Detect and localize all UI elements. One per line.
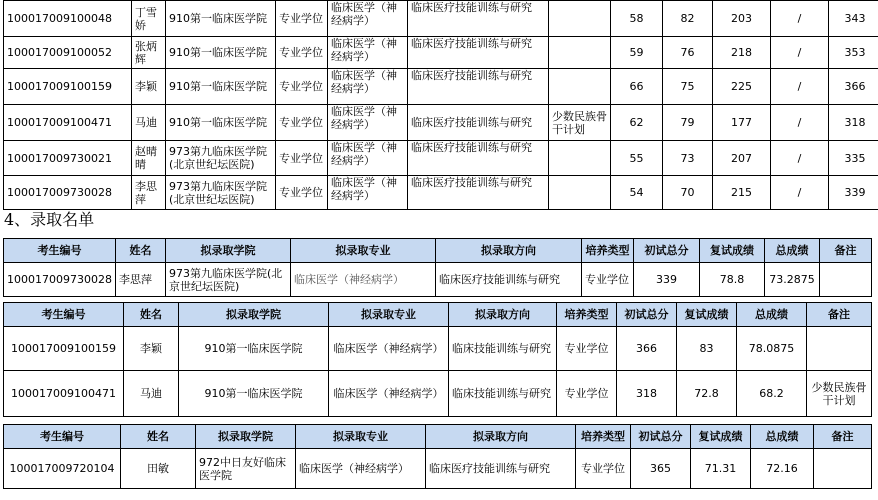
column-header: 考生编号 [4,425,121,449]
total-score: 366 [829,69,878,105]
score: 58 [611,1,663,37]
table-row [4,371,872,417]
table-row [4,141,878,176]
direction: 临床技能训练与研究 [449,327,557,371]
college: 972中日友好临床医学院 [196,449,296,489]
candidate-name: 李颖 [132,69,166,105]
score: 54 [611,176,663,210]
column-header: 拟录取专业 [296,425,426,449]
column-header: 姓名 [121,425,196,449]
score: 79 [663,105,713,141]
college: 910第一临床医学院 [179,371,329,417]
note: 少数民族骨干计划 [549,105,611,141]
major: 临床医学（神经病学） [328,69,408,105]
direction: 临床医疗技能训练与研究 [426,449,576,489]
college: 973第九临床医学院(北京世纪坛医院) [166,176,276,210]
college: 973第九临床医学院(北京世纪坛医院) [166,263,291,297]
column-header: 备注 [814,425,872,449]
major: 临床医学（神经病学） [329,371,449,417]
degree-type: 专业学位 [557,371,617,417]
admission-table [3,238,872,297]
direction: 临床技能训练与研究 [449,371,557,417]
major: 临床医学（神经病学） [296,449,426,489]
score: 82 [663,1,713,37]
candidate-name: 马迪 [124,371,179,417]
degree-type: 专业学位 [276,176,328,210]
candidate-id: 100017009730028 [4,263,116,297]
direction: 临床医疗技能训练与研究 [408,141,549,176]
initial-score: 339 [634,263,700,297]
score: 225 [713,69,771,105]
total-score: 68.2 [737,371,807,417]
direction: 临床医疗技能训练与研究 [408,37,549,69]
column-header: 拟录取学院 [166,239,291,263]
table-row [4,263,872,297]
column-header: 考生编号 [4,239,116,263]
total-score: 353 [829,37,878,69]
candidate-id: 100017009720104 [4,449,121,489]
college: 973第九临床医学院(北京世纪坛医院) [166,141,276,176]
college: 910第一临床医学院 [166,105,276,141]
total-score: 339 [829,176,878,210]
column-header: 拟录取方向 [449,303,557,327]
degree-type: 专业学位 [582,263,634,297]
column-header: 初试总分 [617,303,677,327]
score-table [3,0,878,210]
score: 76 [663,37,713,69]
score: / [771,141,829,176]
degree-type: 专业学位 [276,141,328,176]
degree-type: 专业学位 [576,449,631,489]
column-header: 拟录取方向 [426,425,576,449]
column-header: 备注 [820,239,872,263]
score: 75 [663,69,713,105]
header-row [4,239,872,263]
initial-score: 318 [617,371,677,417]
direction: 临床医疗技能训练与研究 [408,69,549,105]
score: 73 [663,141,713,176]
direction: 临床医疗技能训练与研究 [408,1,549,37]
score: / [771,69,829,105]
candidate-id: 100017009730028 [4,176,132,210]
admission-table [3,302,872,417]
retest-score: 72.8 [677,371,737,417]
column-header: 复试成绩 [677,303,737,327]
table-row [4,69,878,105]
total-score: 343 [829,1,878,37]
candidate-id: 100017009100052 [4,37,132,69]
candidate-name: 赵晴晴 [132,141,166,176]
table-row [4,37,878,69]
score: 215 [713,176,771,210]
column-header: 总成绩 [765,239,820,263]
initial-score: 366 [617,327,677,371]
candidate-name: 李思萍 [116,263,166,297]
college: 910第一临床医学院 [179,327,329,371]
note: 少数民族骨干计划 [807,371,872,417]
retest-score: 71.31 [691,449,751,489]
header-row [4,425,872,449]
major: 临床医学（神经病学） [328,105,408,141]
table-row [4,1,878,37]
column-header: 复试成绩 [691,425,751,449]
note [814,449,872,489]
major: 临床医学（神经病学） [291,263,436,297]
column-header: 拟录取学院 [179,303,329,327]
column-header: 拟录取专业 [329,303,449,327]
note [549,1,611,37]
direction: 临床医疗技能训练与研究 [436,263,582,297]
score: 177 [713,105,771,141]
degree-type: 专业学位 [276,69,328,105]
table-row [4,327,872,371]
column-header: 总成绩 [737,303,807,327]
column-header: 培养类型 [557,303,617,327]
total-score: 335 [829,141,878,176]
score: 218 [713,37,771,69]
candidate-name: 张炳辉 [132,37,166,69]
major: 临床医学（神经病学） [328,1,408,37]
note [549,37,611,69]
major: 临床医学（神经病学） [328,141,408,176]
candidate-name: 丁雪娇 [132,1,166,37]
note [820,263,872,297]
table-row [4,105,878,141]
note [549,69,611,105]
score: 70 [663,176,713,210]
admission-table [3,424,872,489]
table-row [4,176,878,210]
score: / [771,176,829,210]
candidate-id: 100017009100471 [4,371,124,417]
candidate-id: 100017009100159 [4,327,124,371]
column-header: 拟录取专业 [291,239,436,263]
header-row [4,303,872,327]
degree-type: 专业学位 [557,327,617,371]
major: 临床医学（神经病学） [328,176,408,210]
score: 66 [611,69,663,105]
note [549,141,611,176]
column-header: 初试总分 [631,425,691,449]
column-header: 总成绩 [751,425,814,449]
column-header: 培养类型 [582,239,634,263]
direction: 临床医疗技能训练与研究 [408,105,549,141]
initial-score: 365 [631,449,691,489]
section-title: 4、录取名单 [4,210,95,229]
score: 203 [713,1,771,37]
note [549,176,611,210]
column-header: 初试总分 [634,239,700,263]
total-score: 78.0875 [737,327,807,371]
column-header: 拟录取方向 [436,239,582,263]
score: / [771,1,829,37]
candidate-name: 马迪 [132,105,166,141]
retest-score: 78.8 [700,263,765,297]
score: / [771,37,829,69]
college: 910第一临床医学院 [166,37,276,69]
major: 临床医学（神经病学） [329,327,449,371]
score: / [771,105,829,141]
score: 55 [611,141,663,176]
total-score: 72.16 [751,449,814,489]
column-header: 备注 [807,303,872,327]
total-score: 73.2875 [765,263,820,297]
candidate-name: 李颖 [124,327,179,371]
total-score: 318 [829,105,878,141]
degree-type: 专业学位 [276,1,328,37]
column-header: 考生编号 [4,303,124,327]
candidate-id: 100017009100159 [4,69,132,105]
column-header: 复试成绩 [700,239,765,263]
column-header: 姓名 [116,239,166,263]
score: 207 [713,141,771,176]
column-header: 拟录取学院 [196,425,296,449]
major: 临床医学（神经病学） [328,37,408,69]
retest-score: 83 [677,327,737,371]
score: 62 [611,105,663,141]
note [807,327,872,371]
candidate-id: 100017009100471 [4,105,132,141]
degree-type: 专业学位 [276,37,328,69]
college: 910第一临床医学院 [166,69,276,105]
table-row [4,449,872,489]
candidate-name: 李思萍 [132,176,166,210]
column-header: 培养类型 [576,425,631,449]
column-header: 姓名 [124,303,179,327]
candidate-name: 田敏 [121,449,196,489]
college: 910第一临床医学院 [166,1,276,37]
degree-type: 专业学位 [276,105,328,141]
candidate-id: 100017009100048 [4,1,132,37]
direction: 临床医疗技能训练与研究 [408,176,549,210]
candidate-id: 100017009730021 [4,141,132,176]
score: 59 [611,37,663,69]
